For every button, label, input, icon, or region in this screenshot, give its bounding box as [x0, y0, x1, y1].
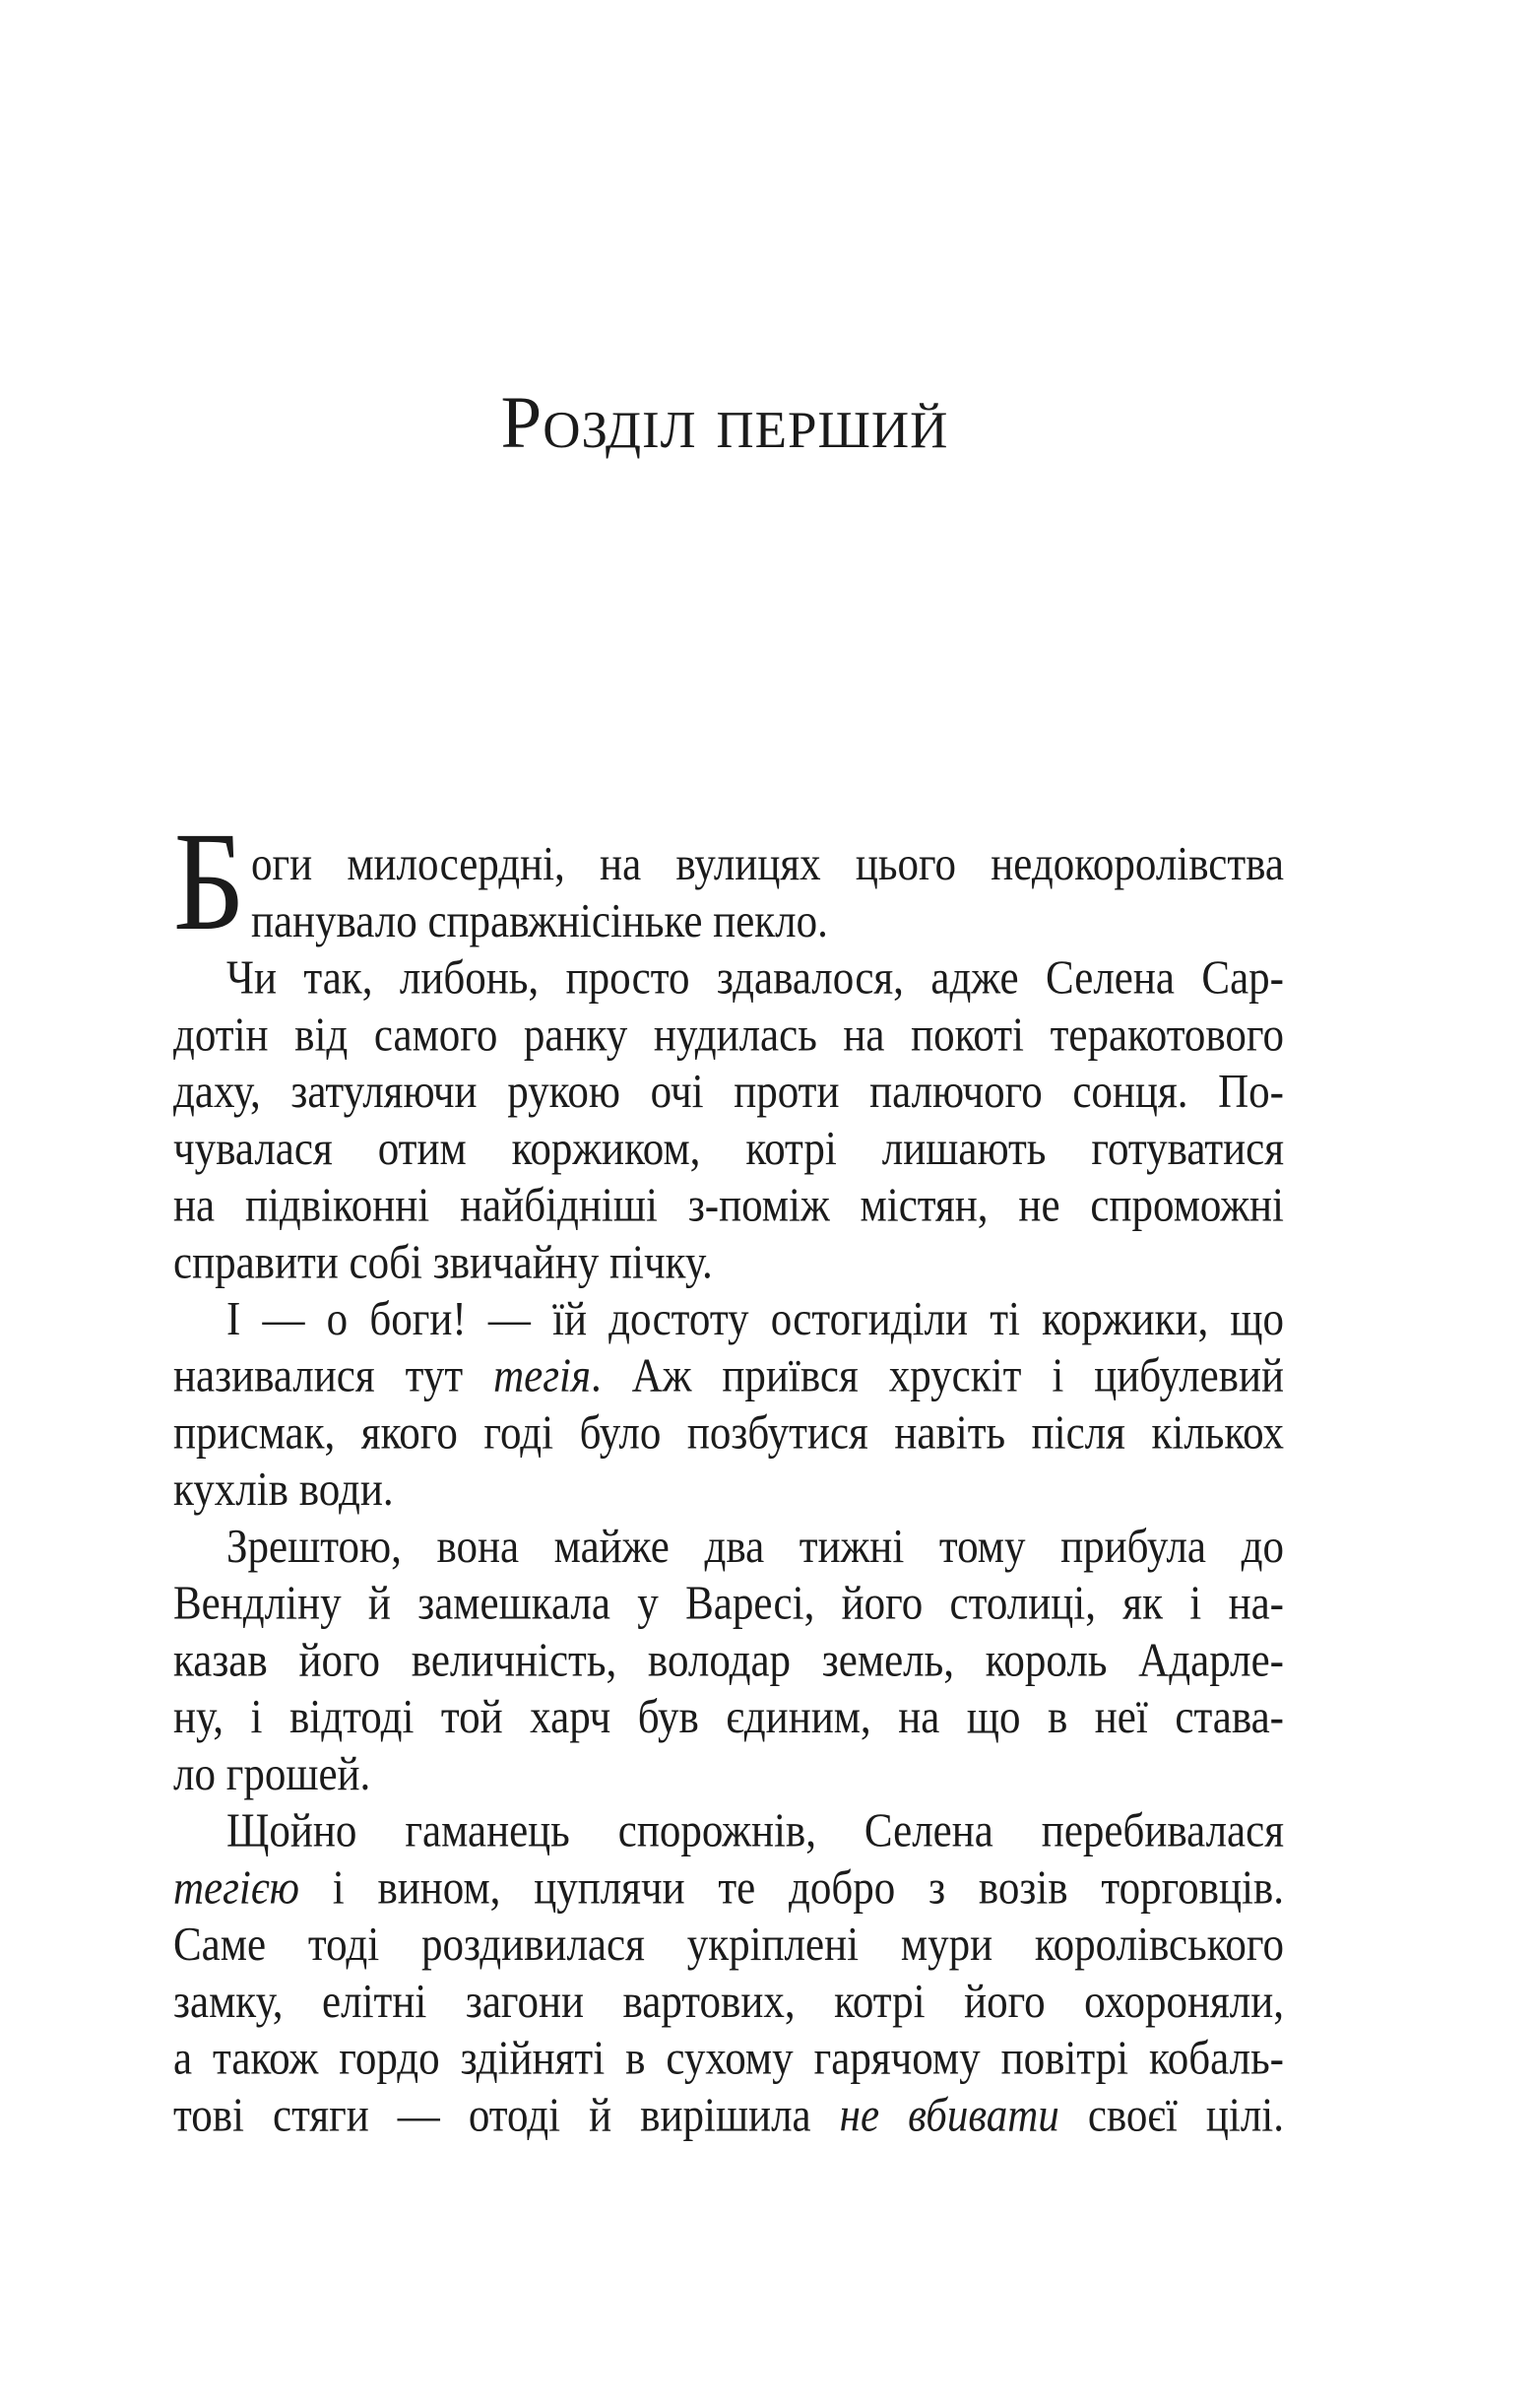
text-line: Вендліну й замешкала у Варесі, його столиці, як і на- [173, 1577, 1284, 1630]
text-line [173, 1859, 1284, 1917]
drop-cap: Б [173, 804, 245, 960]
text-line: ну, і відтоді той харч був єдиним, на що в неї става- [173, 1691, 1284, 1744]
paragraph [173, 1802, 1284, 2143]
text-line: на підвіконні найбідніші з-поміж містян, не спроможні [173, 1179, 1284, 1232]
text-line: Зрештою, вона майже два тижні тому прибула до [226, 1521, 1284, 1574]
italic-text: не вбивати [839, 2089, 1059, 2142]
text-line: ло грошей. [173, 1747, 371, 1801]
text-segment: тові стяги — отоді й вирішила [173, 2089, 840, 2142]
text-segment: своєї цілі. [1058, 2089, 1284, 2142]
text-line: присмак, якого годі було позбутися навіть після кількох [173, 1406, 1284, 1460]
text-line: кухлів води. [173, 1464, 394, 1517]
text-line: І — о боги! — їй достоту остогиділи ті коржики, що [226, 1293, 1284, 1346]
text-block [173, 804, 1284, 2144]
text-segment: . Аж приївся хрускіт і цибулевий [590, 1349, 1284, 1403]
text-line: чувалася отим коржиком, котрі лишають готуватися [173, 1122, 1284, 1176]
text-line [173, 2087, 1284, 2144]
paragraph [173, 949, 1284, 1290]
text-line [173, 1348, 1284, 1405]
text-segment: називалися тут [173, 1349, 494, 1403]
text-line: справити собі звичайну пічку. [173, 1236, 713, 1289]
chapter-title: Розділ перший [500, 382, 949, 464]
text-line: Чи так, либонь, просто здавалося, адже Селена Сар- [226, 951, 1284, 1005]
text-line: оги милосердні, на вулицях цього недокоролівства [250, 838, 1284, 891]
text-line: даху, затуляючи рукою очі проти палючого сонця. По- [173, 1066, 1284, 1119]
text-line: Саме тоді роздивилася укріплені мури королівського [173, 1919, 1284, 1972]
text-line: замку, елітні загони вартових, котрі його охороняли, [173, 1975, 1284, 2029]
italic-text: тегія [493, 1349, 591, 1403]
text-line: казав його величність, володар земель, король Адарле- [173, 1634, 1284, 1687]
text-line: панувало справжнісіньке пекло. [250, 894, 828, 948]
paragraph [173, 804, 1284, 960]
text-line: Щойно гаманець спорожнів, Селена перебивалася [226, 1804, 1284, 1857]
paragraph [173, 1519, 1284, 1803]
text-line: а також гордо здійняті в сухому гарячому повітрі кобаль- [173, 2032, 1284, 2085]
paragraph [173, 1291, 1284, 1519]
italic-text: тегією [173, 1861, 299, 1915]
text-line: дотін від самого ранку нудилась на покоті теракотового [173, 1009, 1284, 1062]
text-segment: і вином, цуплячи те добро з возів торговців. [298, 1861, 1284, 1915]
